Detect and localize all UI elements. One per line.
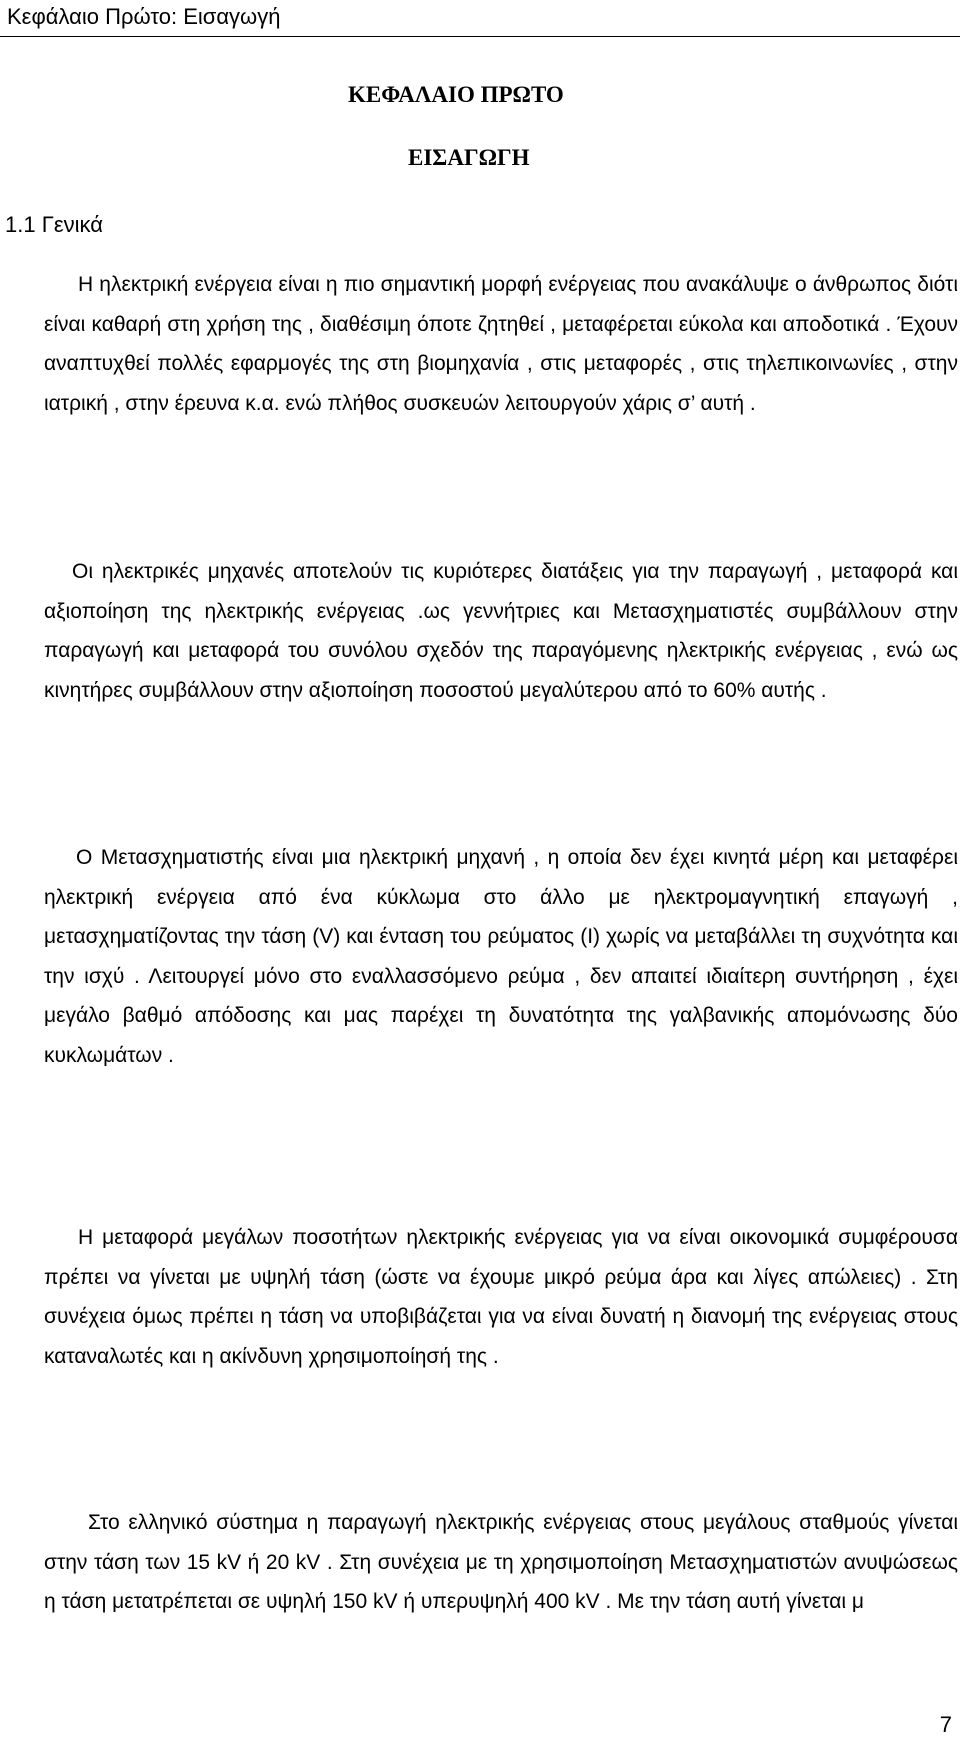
running-header: Κεφάλαιο Πρώτο: Εισαγωγή xyxy=(7,4,281,29)
section-heading: 1.1 Γενικά xyxy=(5,212,103,237)
paragraph-2: Οι ηλεκτρικές μηχανές αποτελούν τις κυριότερες διατάξεις για την παραγωγή , μεταφορά και αξιοποίηση της ηλεκτρικής ενέργειας .ως γεννήτριες και Μετασχηματιστές συμβάλλουν στην παραγωγή και μεταφορά του συνόλου σχεδόν της παραγόμενης ηλεκτρικής ενέργειας , ενώ ως κινητήρες συμβάλλουν στην αξιοποίηση ποσοστού μεγαλύτερου από το 60% αυτής . xyxy=(44,560,958,702)
paragraph-5: Στο ελληνικό σύστημα η παραγωγή ηλεκτρικής ενέργειας στους μεγάλους σταθμούς γίνεται στην τάση των 15 kV ή 20 kV . Στη συνέχεια με τη χρησιμοποίηση Μετασχηματιστών ανυψώσεως η τάση μετατρέπεται σε υψηλή 150 kV ή υπερυψηλή 400 kV . Με την τάση αυτή γίνεται μ xyxy=(44,1511,958,1614)
paragraph-3: Ο Μετασχηματιστής είναι μια ηλεκτρική μηχανή , η οποία δεν έχει κινητά μέρη και μεταφέρει ηλεκτρική ενέργεια από ένα κύκλωμα στο άλλο με ηλεκτρομαγνητική επαγωγή , μετασχηματίζοντας την τάση (V) και ένταση του ρεύματος (I) χωρίς να μεταβάλλει τη συχνότητα και την ισχύ . Λειτουργεί μόνο στο εναλλασσόμενο ρεύμα , δεν απαιτεί ιδιαίτερη συντήρηση , έχει μεγάλο βαθμό απόδοσης και μας παρέχει τη δυνατότητα της γαλβανικής απομόνωσης δύο κυκλωμάτων . xyxy=(44,846,958,1067)
paragraph-4: Η μεταφορά μεγάλων ποσοτήτων ηλεκτρικής ενέργειας για να είναι οικονομικά συμφέρουσα πρέπει να γίνεται με υψηλή τάση (ώστε να έχουμε μικρό ρεύμα άρα και λίγες απώλειες) . Στη συνέχεια όμως πρέπει η τάση να υποβιβάζεται για να είναι δυνατή η διανομή της ενέργειας στους καταναλωτές και η ακίνδυνη χρησιμοποίησή της . xyxy=(44,1226,958,1368)
paragraph-1: Η ηλεκτρική ενέργεια είναι η πιο σημαντική μορφή ενέργειας που ανακάλυψε ο άνθρωπος διότι είναι καθαρή στη χρήση της , διαθέσιμη όποτε ζητηθεί , μεταφέρεται εύκολα και αποδοτικά . Έχουν αναπτυχθεί πολλές εφαρμογές της στη βιομηχανία , στις μεταφορές , στις τηλεπικοινωνίες , στην ιατρική , στην έρευνα κ.α. ενώ πλήθος συσκευών λειτουργούν χάρις σ’ αυτή . xyxy=(44,273,958,415)
header-rule xyxy=(0,36,960,37)
page-number: 7 xyxy=(939,1712,952,1737)
chapter-number: ΚΕΦΑΛΑΙΟ ΠΡΩΤΟ xyxy=(348,82,564,107)
chapter-title: ΕΙΣΑΓΩΓΗ xyxy=(408,145,530,170)
